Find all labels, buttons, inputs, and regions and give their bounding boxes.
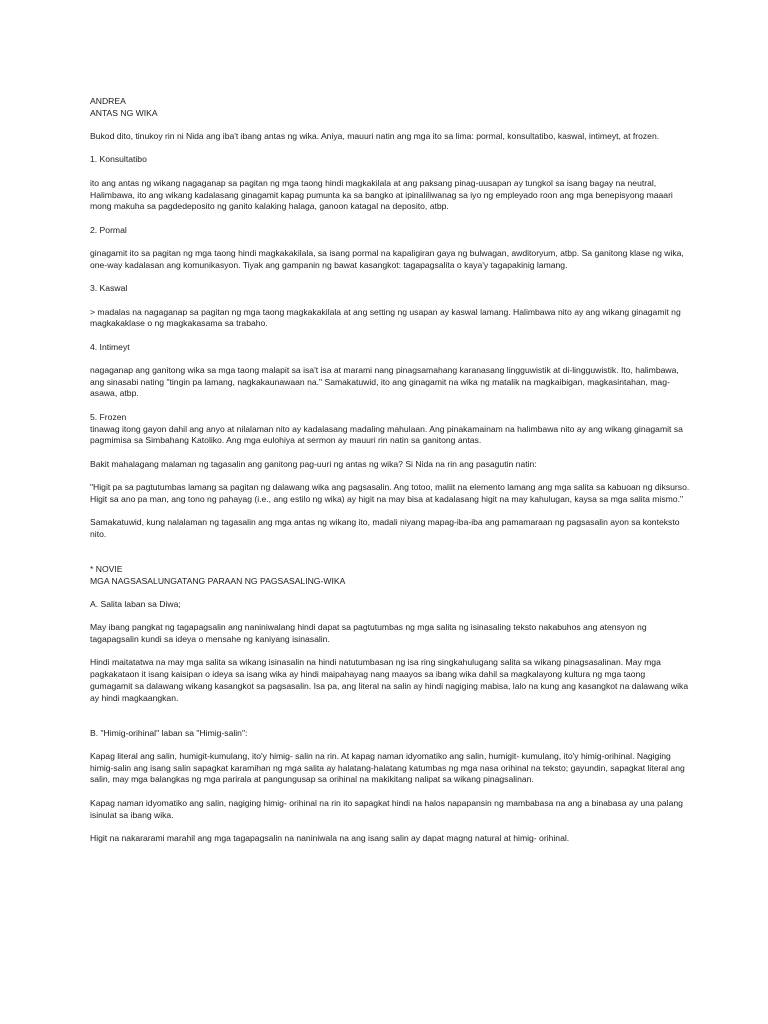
paragraph: ito ang antas ng wikang nagaganap sa pagitan ng mga taong hindi magkakilala at ang paksang pinag-uusapan ay tungkol sa isang bagay na neutral, Halimbawa, ito ang wikang kadalasang ginagamit kapag pumunta ka sa bangko at ipinaliliwanag sa iyo ng empleyado roon ang mga benepisyong maaari mong makuha sa pagdedeposito ng ganito kalaking halaga, ganoon katagal na deposito, atbp. — [90, 177, 673, 212]
author-name: ANDREA — [90, 96, 126, 106]
paragraph: tinawag itong gayon dahil ang anyo at nilalaman nito ay kadalasang madaling mahulaan. Ang pinakamainam na halimbawa nito ay ang wikang ginagamit sa pagmimisa sa Simbahang Katoliko. Ang mga eulohiya at sermon ay mauuri rin natin sa ganitong antas. — [90, 423, 683, 446]
paragraph: May ibang pangkat ng tagapagsalin ang naniniwalang hindi dapat sa pagtutumbas ng mga salita ng isinasaling teksto nakabuhos ang atensyon ng tagapagsalin kundi sa ideya o mensahe ng kaniyang isinasalin. — [90, 622, 647, 645]
subheading: 3. Kaswal — [90, 283, 128, 294]
author-name: * NOVIE — [90, 563, 123, 574]
subheading: B. "Himig-orihinal" laban sa "Himig-salin": — [90, 727, 248, 738]
paragraph: Kapag literal ang salin, humigit-kumulang, ito'y himig- salin na rin. At kapag naman idyomatiko ang salin, humigit- kumulang, ito'y himig-orihinal. Nagiging himig-salin ang isang salin sapagkat karamihan ng mga salita ay halatang-halatang katumbas ng mga nasa orihinal na teksto; gayundin, sapagkat literal ang salin, may mga balangkas ng mga parirala at pangungusap sa orihinal na makikitang nalipat sa wikang pinagsalinan. — [90, 751, 685, 785]
paragraph: > madalas na nagaganap sa pagitan ng mga taong magkakakilala at ang setting ng usapan ay kaswal lamang. Halimbawa nito ay ang wikang ginagamit ng magkakaklase o ng magkakasama sa trabaho. — [90, 306, 681, 329]
paragraph: Kapag naman idyomatiko ang salin, nagiging himig- orihinal na rin ito sapagkat hindi na halos napapansin ng mambabasa na ang a binabasa ay una palang isinulat sa ibang wika. — [90, 797, 683, 820]
quote: "Higit pa sa pagtutumbas lamang sa pagitan ng dalawang wika ang pagsasalin. Ang totoo, maliit na elemento lamang ang mga salita sa kabuoan ng diksurso. Higit sa ano pa man, ang tono ng pahayag (i.e., ang estilo ng wika) ay higit na may bisa at kadalasang higit na may kahulugan, kaysa sa mga salita mismo." — [90, 482, 690, 504]
subheading: 4. Intimeyt — [90, 341, 130, 352]
subheading: A. Salita laban sa Diwa; — [90, 599, 181, 609]
paragraph: Hindi maitatatwa na may mga salita sa wikang isinasalin na hindi natutumbasan ng isa ring singkahulugang salita sa wikang pinagsasalinan. May mga pagkakataon it isang kaisipan o ideya sa isang wika ay hindi maipahayag nang maayos sa ibang wika dahil sa magkalayong kultura ng mga taong gumagamit sa dalawang wikang kasangkot sa pagsasalin. Isa pa, ang literal na salin ay hindi nagiging mabisa, lalo na kung ang kasangkot na dalawang wika ay hindi magkaangkan. — [90, 657, 689, 703]
subheading: 5. Frozen — [90, 411, 127, 422]
subheading: 1. Konsultatibo — [90, 154, 147, 165]
section-title: MGA NAGSASALUNGATANG PARAAN NG PAGSASALING-WIKA — [90, 575, 346, 586]
subheading: 2. Pormal — [90, 224, 127, 235]
paragraph: Higit na nakararami marahil ang mga tagapagsalin na naniniwala na ang isang salin ay dapat magng natural at himig- orihinal. — [90, 832, 570, 843]
paragraph: Bukod dito, tinukoy rin ni Nida ang iba't ibang antas ng wika. Aniya, mauuri natin ang mga ito sa lima: pormal, konsultatibo, kaswal, intimeyt, at frozen. — [90, 131, 660, 142]
paragraph: Samakatuwid, kung nalalaman ng tagasalin ang mga antas ng wikang ito, madali niyang mapag-iba-iba ang pamamaraan ng pagsasalin ayon sa konteksto nito. — [90, 517, 680, 539]
document-page — [90, 96, 690, 845]
paragraph: Bakit mahalagang malaman ng tagasalin ang ganitong pag-uuri ng antas ng wika? Si Nida na rin ang pasagutin natin: — [90, 458, 537, 469]
section-title: ANTAS NG WIKA — [90, 107, 158, 118]
paragraph: ginagamit ito sa pagitan ng mga taong hindi magkakakilala, sa isang pormal na kapaligiran gaya ng bulwagan, awditoryum, atbp. Sa ganitong klase ng wika, one-way kadalasan ang komunikasyon. Tiyak ang gampanin ng bawat kasangkot: tagapagsalita o kaya'y tagapakinig lamang. — [90, 248, 684, 270]
paragraph: nagaganap ang ganitong wika sa mga taong malapit sa isa't isa at marami nang pinagsamahang karanasang lingguwistik at di-lingguwistik. Ito, halimbawa, ang sinasabi nating "tingin pa lamang, nagkakaunawaan na." Samakatuwid, ito ang ginagamit na wika ng matalik na magkaibigan, magkasintahan, mag-asawa, atbp. — [90, 365, 679, 399]
